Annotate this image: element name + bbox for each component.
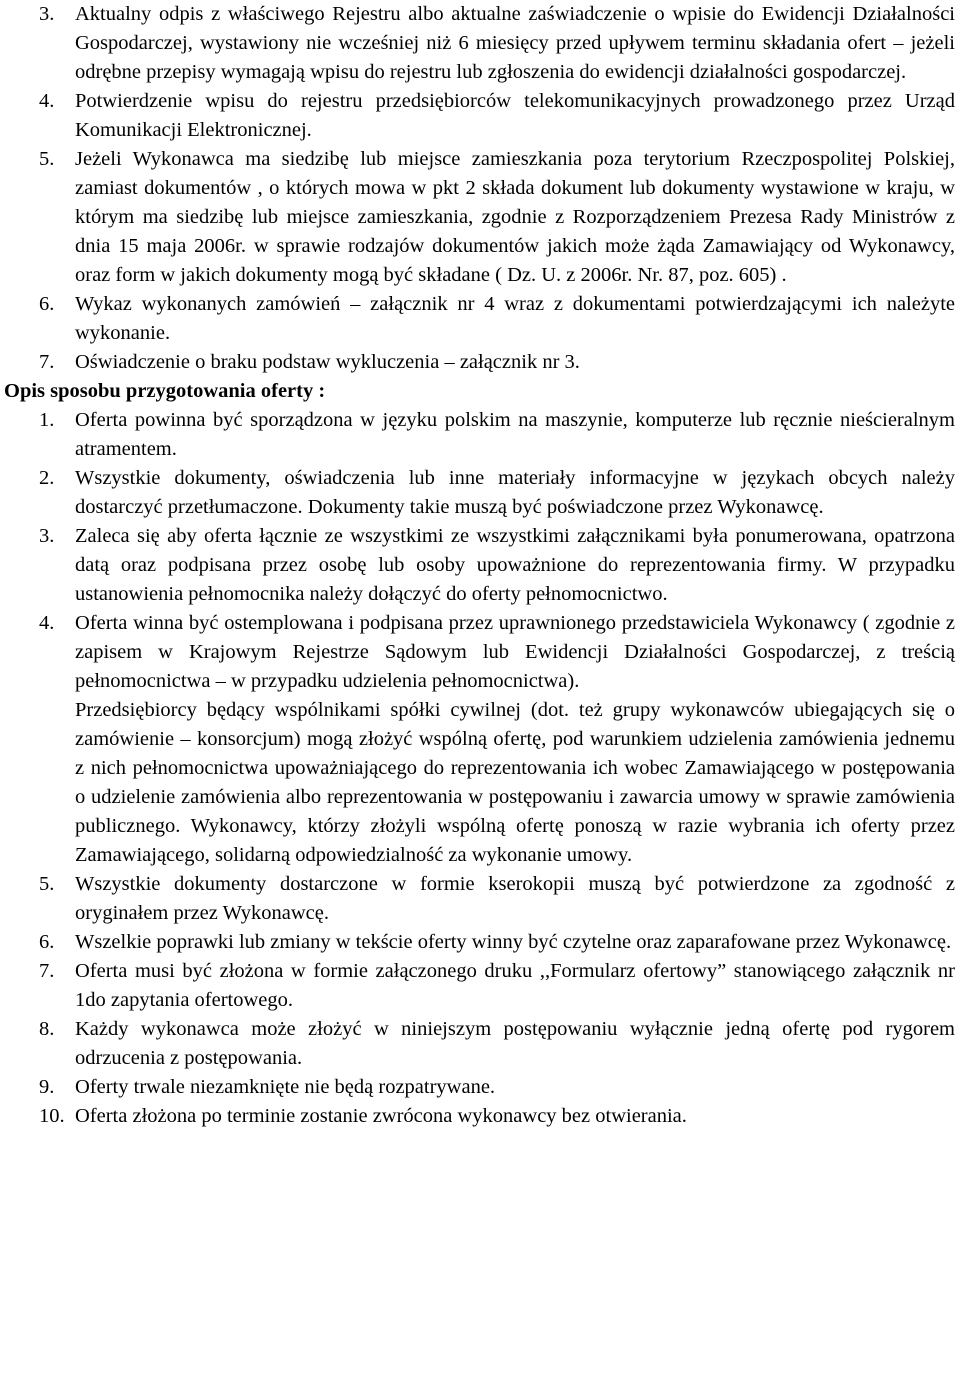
list-item-paragraph: Przedsiębiorcy będący wspólnikami spółki cywilnej (dot. też grupy wykonawców ubiegających się o zamówienie – konsorcjum) mogą złożyć wspólną ofertę, pod warunkiem udzielenia zamówienia jednemu z nich pełnomocnictwa upoważniającego do reprezentowania ich wobec Zamawiającego w postępowania o udzielenie zamówienia albo reprezentowania w postępowaniu i zawarcia umowy w sprawie zamówienia publicznego. Wykonawcy, którzy złożyli wspólną ofertę ponoszą w razie wybrania ich oferty przez Zamawiającego, solidarną odpowiedzialność za wykonanie umowy. [75,699,955,866]
section-heading: Opis sposobu przygotowania oferty : [4,380,326,402]
list-item [4,1102,955,1131]
list-number: 6. [39,293,55,315]
offer-preparation-list [4,406,955,1131]
list-text: Zaleca się aby oferta łącznie ze wszystkimi ze wszystkimi załącznikami była ponumerowana, opatrzona datą oraz podpisana przez osobę lub osoby upoważnione do reprezentowania firmy. W przypadku ustanowienia pełnomocnika należy dołączyć do oferty pełnomocnictwo. [75,525,955,605]
list-text: Wykaz wykonanych zamówień – załącznik nr 4 wraz z dokumentami potwierdzającymi ich należyte wykonanie. [75,293,955,344]
list-item [4,145,955,290]
list-number: 4. [39,612,55,634]
list-number: 10. [39,1105,65,1127]
list-text: Potwierdzenie wpisu do rejestru przedsiębiorców telekomunikacyjnych prowadzonego przez Urząd Komunikacji Elektronicznej. [75,90,955,141]
list-number: 8. [39,1018,55,1040]
list-number: 5. [39,148,55,170]
list-item [4,0,955,87]
list-number: 6. [39,931,55,953]
list-text: Oferty trwale niezamknięte nie będą rozpatrywane. [75,1076,496,1098]
list-item [4,609,955,870]
list-number: 3. [39,525,55,547]
list-text: Jeżeli Wykonawca ma siedzibę lub miejsce zamieszkania poza terytorium Rzeczpospolitej Polskiej, zamiast dokumentów , o których mowa w pkt 2 składa dokument lub dokumenty wystawione w kraju, w którym ma siedzibę lub miejsce zamieszkania, zgodnie z Rozporządzeniem Prezesa Rady Ministrów z dnia 15 maja 2006r. w sprawie rodzajów dokumentów jakich może żąda Zamawiający od Wykonawcy, oraz form w jakich dokumenty mogą być składane ( Dz. U. z 2006r. Nr. 87, poz. 605) . [75,148,955,286]
list-text: Wszystkie dokumenty dostarczone w formie kserokopii muszą być potwierdzone za zgodność z oryginałem przez Wykonawcę. [75,873,955,924]
list-text: Oferta musi być złożona w formie załączonego druku ,,Formularz ofertowy” stanowiącego załącznik nr 1do zapytania ofertowego. [75,960,955,1011]
list-text: Oferta złożona po terminie zostanie zwrócona wykonawcy bez otwierania. [75,1105,687,1127]
list-item [4,928,955,957]
list-number: 5. [39,873,55,895]
list-number: 7. [39,351,55,373]
list-item [4,464,955,522]
list-number: 7. [39,960,55,982]
list-text: Wszelkie poprawki lub zmiany w tekście oferty winny być czytelne oraz zaparafowane przez Wykonawcę. [75,931,952,953]
requirements-list [4,0,955,377]
list-item [4,1073,955,1102]
list-number: 1. [39,409,55,431]
list-item [4,1015,955,1073]
list-item [4,87,955,145]
list-text: Oświadczenie o braku podstaw wykluczenia – załącznik nr 3. [75,351,580,373]
list-number: 2. [39,467,55,489]
list-item [4,522,955,609]
list-text: Oferta powinna być sporządzona w języku polskim na maszynie, komputerze lub ręcznie nieścieralnym atramentem. [75,409,955,460]
list-item [4,290,955,348]
list-number: 3. [39,3,55,25]
list-number: 4. [39,90,55,112]
list-text: Wszystkie dokumenty, oświadczenia lub inne materiały informacyjne w językach obcych należy dostarczyć przetłumaczone. Dokumenty takie muszą być poświadczone przez Wykonawcę. [75,467,955,518]
list-number: 9. [39,1076,55,1098]
list-text: Oferta winna być ostemplowana i podpisana przez uprawnionego przedstawiciela Wykonawcy ( zgodnie z zapisem w Krajowym Rejestrze Sądowym lub Ewidencji Działalności Gospodarczej, z treścią pełnomocnictwa – w przypadku udzielenia pełnomocnictwa). [75,612,955,692]
list-item [4,870,955,928]
list-text: Aktualny odpis z właściwego Rejestru albo aktualne zaświadczenie o wpisie do Ewidencji Działalności Gospodarczej, wystawiony nie wcześniej niż 6 miesięcy przed upływem terminu składania ofert – jeżeli odrębne przepisy wymagają wpisu do rejestru lub zgłoszenia do ewidencji działalności gospodarczej. [75,3,955,83]
list-item [4,957,955,1015]
list-item [4,348,955,377]
list-item [4,406,955,464]
list-text: Każdy wykonawca może złożyć w niniejszym postępowaniu wyłącznie jedną ofertę pod rygorem odrzucenia z postępowania. [75,1018,955,1069]
